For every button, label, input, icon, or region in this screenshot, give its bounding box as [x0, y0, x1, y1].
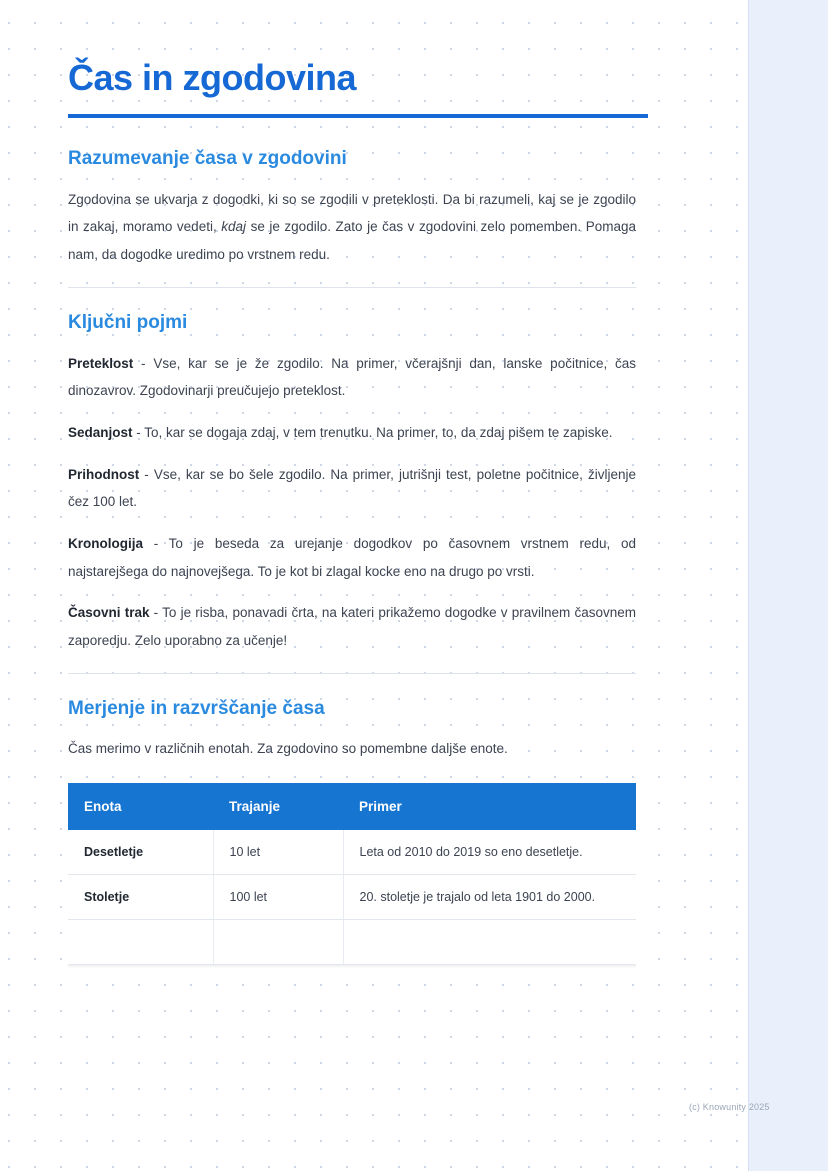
section-divider [68, 673, 636, 674]
term-label-sedanjost: Sedanjost [68, 424, 133, 440]
table-cell-example: 20. stoletje je trajalo od leta 1901 do 2000. [343, 875, 636, 920]
table-cell-unit: Stoletje [68, 875, 213, 920]
table-cell-duration: 100 let [213, 875, 343, 920]
term-text-casovni-trak: - To je risba, ponavadi črta, na kateri prikažemo dogodke v pravilnem časovnem zaporedju. Zelo uporabno za učenje! [68, 605, 636, 648]
table-row [68, 875, 636, 920]
table-header [68, 783, 636, 830]
paragraph-understanding [68, 186, 636, 269]
term-label-prihodnost: Prihodnost [68, 466, 140, 482]
paragraph-part-1: Zgodovina se ukvarja z dogodki, ki so se zgodili v preteklosti. Da bi razumeli, kaj se je zgodilo in zakaj, moramo vedeti, [68, 191, 636, 235]
table-cell-example: Leta od 2010 do 2019 so eno desetletje. [343, 830, 636, 875]
page-title: Čas in zgodovina [68, 57, 357, 98]
section-heading-measuring-time: Merjenje in razvrščanje časa [68, 697, 325, 719]
term-text-kronologija: - To je beseda za urejanje dogodkov po časovnem vrstnem redu, od najstarejšega do najnovejšega. To je kot bi zlagal kocke eno na drugo po vrsti. [68, 535, 636, 579]
time-units-table-wrapper [68, 783, 636, 979]
term-text-sedanjost: - To, kar se dogaja zdaj, v tem trenutku. Na primer, to, da zdaj pišem te zapiske. [132, 424, 613, 440]
table-row [68, 830, 636, 875]
term-item [68, 599, 636, 654]
table-cell-unit [68, 920, 213, 965]
table-header-enota: Enota [68, 783, 213, 830]
document-content [68, 58, 636, 979]
term-text-preteklost: - Vse, kar se je že zgodilo. Na primer, včerajšnji dan, lanske počitnice, čas dinozavrov. Zgodovinarji preučujejo preteklost. [68, 355, 636, 399]
table-cell-duration [213, 920, 343, 965]
section-heading-key-terms: Ključni pojmi [68, 311, 188, 333]
term-label-casovni-trak: Časovni trak [68, 605, 150, 621]
term-item [68, 530, 636, 585]
right-margin-band [748, 0, 828, 1171]
table-row [68, 920, 636, 965]
term-label-kronologija: Kronologija [68, 535, 143, 551]
section-divider [68, 287, 636, 288]
table-cell-example [343, 920, 636, 965]
time-units-table [68, 783, 636, 965]
term-item [68, 461, 636, 516]
table-header-trajanje: Trajanje [213, 783, 343, 830]
table-cell-duration: 10 let [213, 830, 343, 875]
table-body [68, 830, 636, 965]
term-item [68, 350, 636, 405]
term-text-prihodnost: - Vse, kar se bo šele zgodilo. Na primer, jutrišnji test, poletne počitnice, življenje čez 100 let. [68, 466, 636, 510]
title-underline [68, 114, 648, 118]
section-heading-understanding: Razumevanje časa v zgodovini [68, 147, 347, 169]
term-label-preteklost: Preteklost [68, 355, 134, 371]
table-header-row [68, 783, 636, 830]
emphasis-kdaj: kdaj [221, 219, 247, 235]
term-item [68, 419, 636, 447]
paragraph-measuring-time: Čas merimo v različnih enotah. Za zgodovino so pomembne daljše enote. [68, 740, 508, 756]
paragraph-part-2: se je zgodilo. Zato je čas v zgodovini zelo pomemben. Pomaga nam, da dogodke uredimo po vrstnem redu. [68, 219, 636, 262]
table-cell-unit: Desetletje [68, 830, 213, 875]
table-header-primer: Primer [343, 783, 636, 830]
copyright-notice: (c) Knowunity 2025 [689, 1102, 770, 1112]
